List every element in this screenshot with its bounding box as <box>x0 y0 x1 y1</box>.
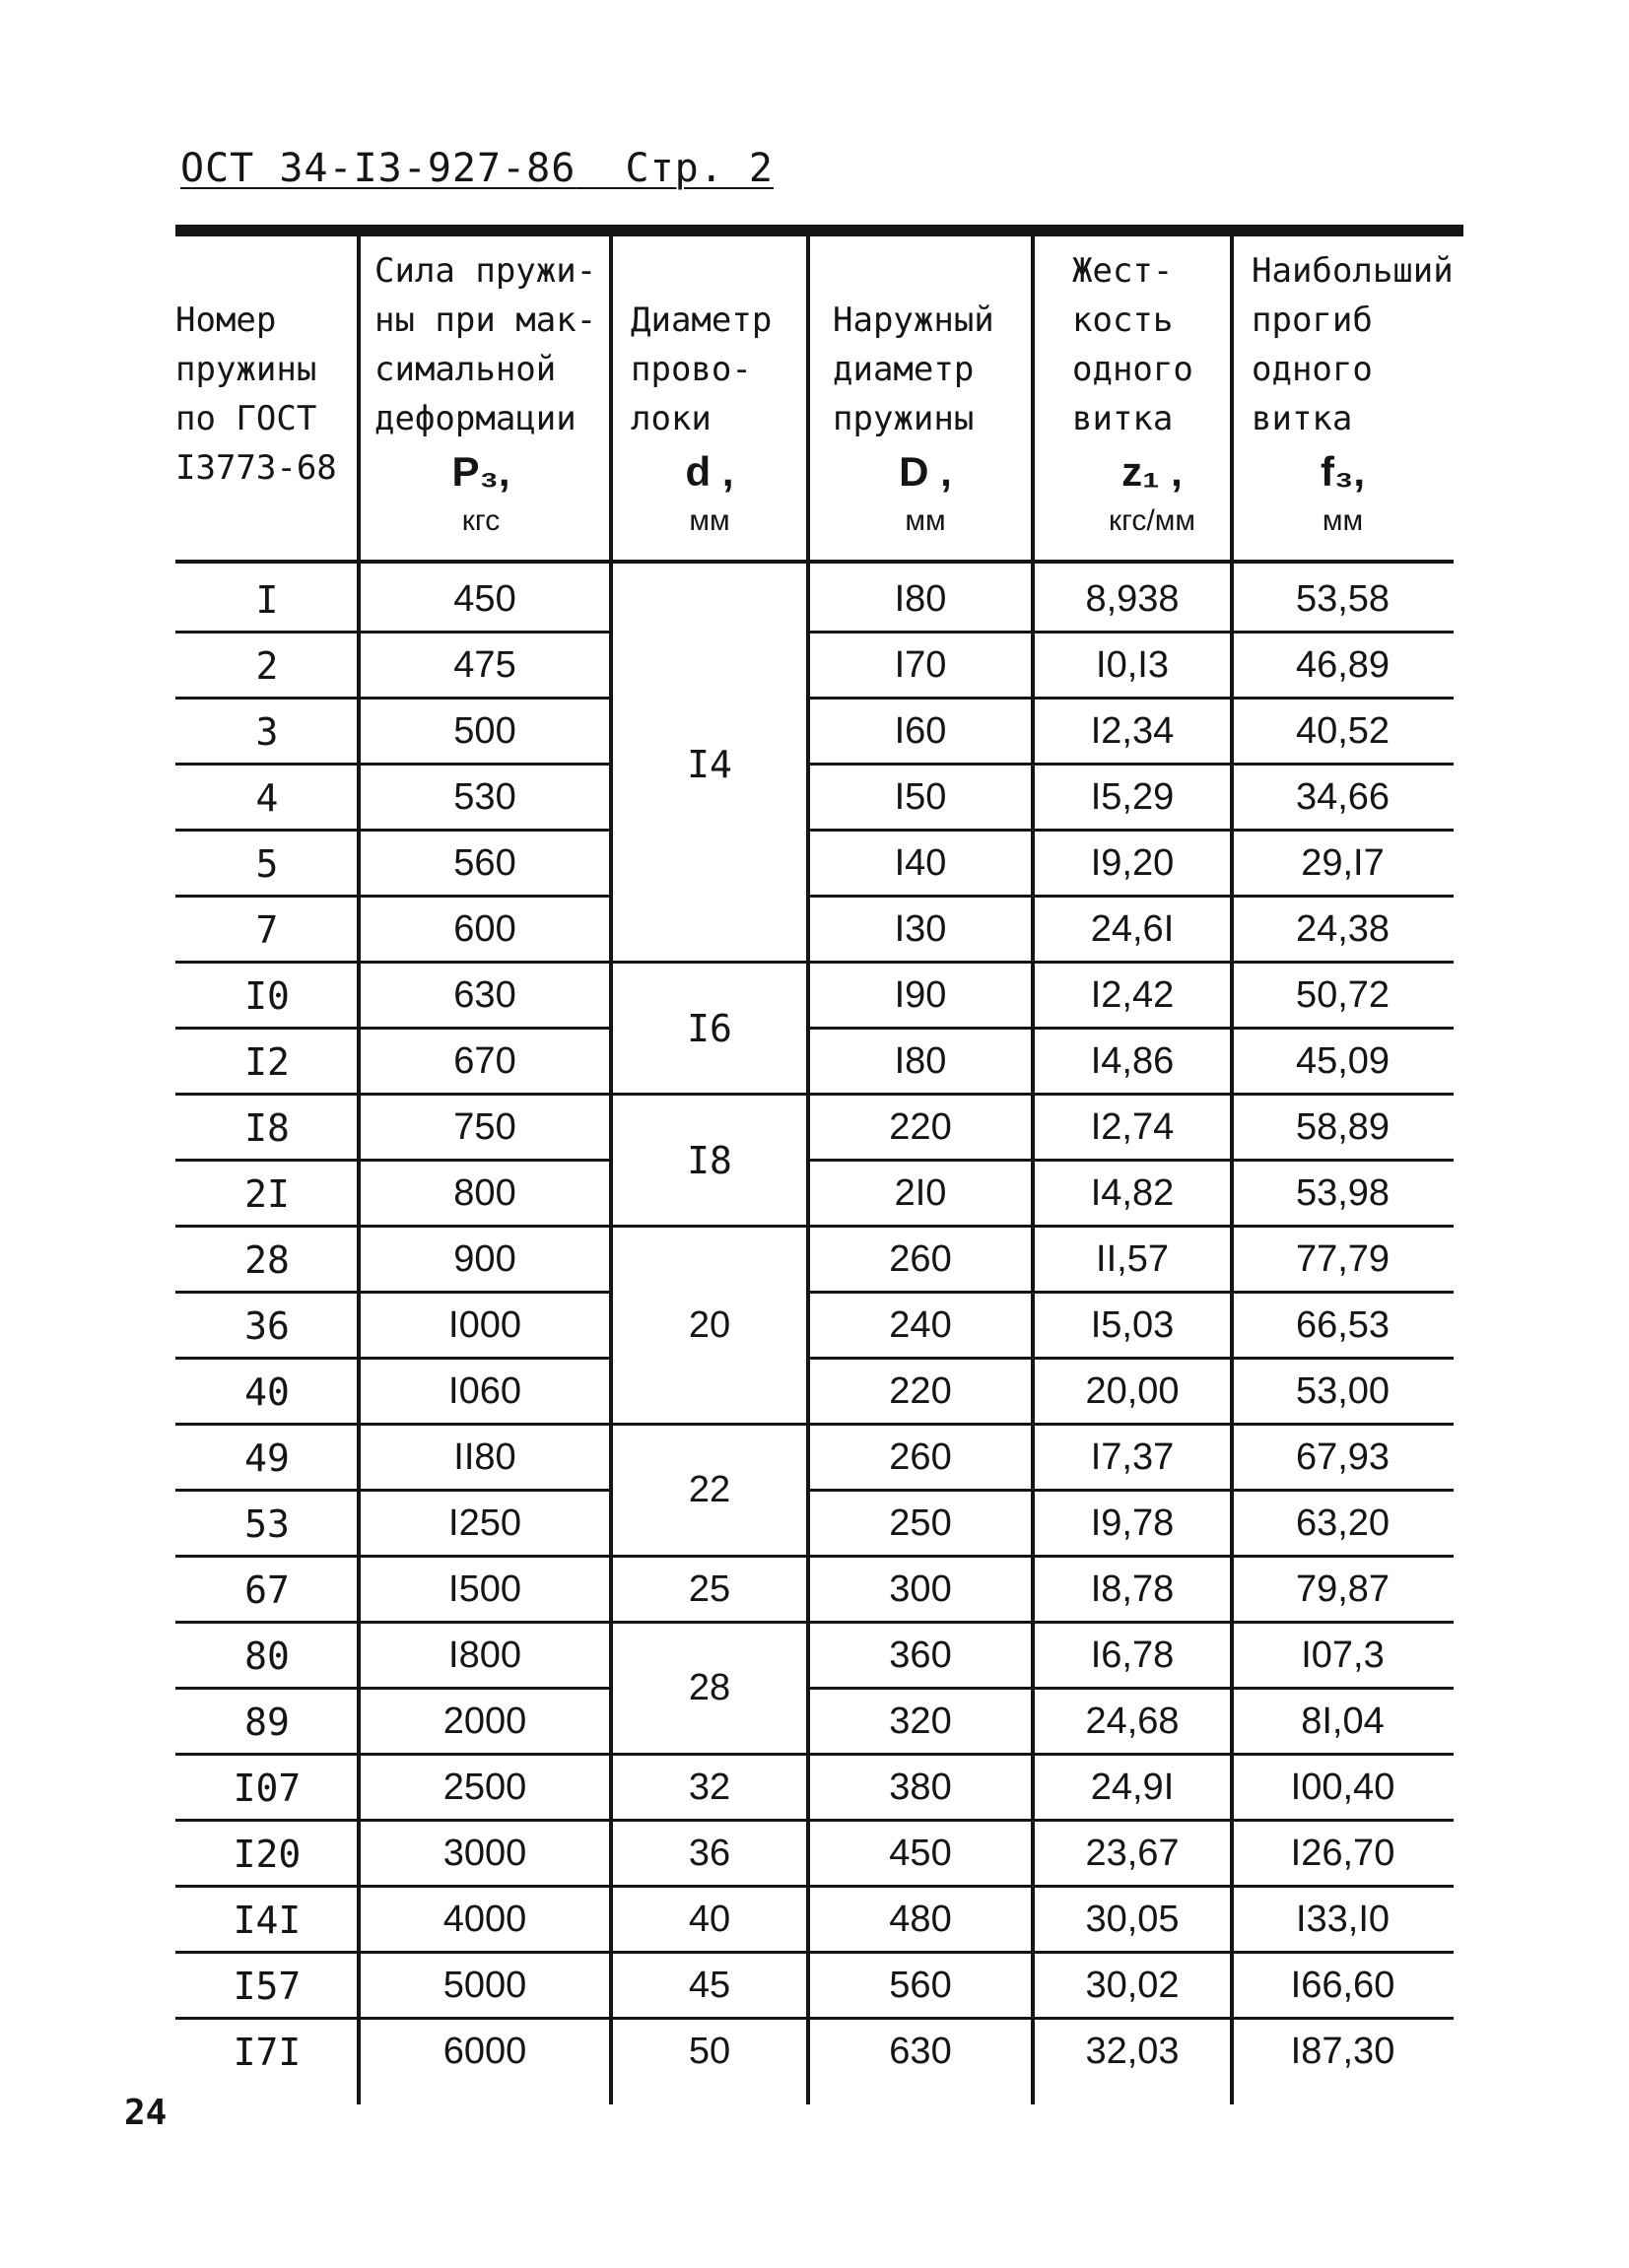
row-rule <box>1033 1423 1232 1426</box>
row-rule <box>808 895 1033 898</box>
table-cell: 53,98 <box>1295 1172 1391 1214</box>
table-cell: 34,66 <box>1295 776 1391 818</box>
table-cell: I66,60 <box>1290 1965 1395 2006</box>
wire-diameter-cell: 50 <box>688 2030 731 2072</box>
table-cell: I2,42 <box>1090 974 1175 1016</box>
column-header-line: деформации <box>374 399 577 438</box>
table-cell: I4I <box>233 1899 302 1942</box>
table-cell: 4000 <box>442 1899 527 1940</box>
row-rule <box>359 1225 611 1228</box>
table-cell: 24,9I <box>1090 1767 1175 1808</box>
row-rule <box>1033 895 1232 898</box>
column-header-line: витка <box>1252 399 1353 438</box>
column-header-line: одного <box>1252 350 1373 389</box>
column-header-line: диаметр <box>833 350 975 389</box>
row-rule <box>359 697 611 700</box>
table-cell: 89 <box>244 1701 290 1744</box>
table-cell: 5000 <box>442 1965 527 2006</box>
table-cell: I07 <box>233 1767 302 1810</box>
table-cell: 450 <box>453 578 516 620</box>
row-rule <box>175 829 359 832</box>
row-rule <box>359 1621 611 1624</box>
table-cell: I9,78 <box>1090 1502 1175 1544</box>
table-cell: 79,87 <box>1295 1568 1391 1610</box>
column-header <box>833 296 1018 546</box>
row-rule <box>1033 1027 1232 1030</box>
table-cell: 260 <box>889 1436 952 1478</box>
table-cell: 220 <box>889 1370 952 1412</box>
table-cell: 67,93 <box>1295 1436 1391 1478</box>
page-reference: Стр. 2 <box>625 146 774 191</box>
row-rule <box>808 1819 1033 1822</box>
wire-diameter-cell: 22 <box>688 1469 731 1510</box>
document-header <box>180 146 774 191</box>
table-cell: 560 <box>453 842 516 884</box>
table-cell: 45,09 <box>1295 1040 1391 1082</box>
row-rule <box>1232 1621 1454 1624</box>
row-rule <box>808 1489 1033 1492</box>
table-cell: I0,I3 <box>1096 644 1169 686</box>
table-cell: 2 <box>255 644 279 688</box>
table-cell: I9,20 <box>1090 842 1175 884</box>
column-header-line: Жест- <box>1072 251 1174 291</box>
row-rule <box>611 1885 808 1888</box>
column-header-line: локи <box>631 399 712 438</box>
table-cell: 53,00 <box>1295 1370 1391 1412</box>
row-rule <box>1232 1291 1454 1294</box>
table-cell: 77,79 <box>1295 1238 1391 1280</box>
row-rule <box>175 1159 359 1162</box>
table-cell: I500 <box>448 1568 521 1610</box>
header-rule <box>175 560 1454 564</box>
row-rule <box>175 763 359 766</box>
table-cell: 250 <box>889 1502 952 1544</box>
column-header-line: прогиб <box>1252 300 1373 340</box>
column-header-line: Сила пружи- <box>374 251 597 291</box>
row-rule <box>808 1093 1033 1096</box>
table-cell: I2 <box>244 1040 290 1084</box>
table-cell: 2500 <box>442 1767 527 1808</box>
row-rule <box>808 697 1033 700</box>
row-rule <box>175 1819 359 1822</box>
column-unit: кгс <box>461 504 501 537</box>
table-cell: 29,I7 <box>1301 842 1385 884</box>
row-rule <box>1232 1027 1454 1030</box>
table-cell: 3 <box>255 710 279 754</box>
row-rule <box>611 1225 808 1228</box>
row-rule <box>1033 2017 1232 2020</box>
row-rule <box>1033 1159 1232 1162</box>
table-cell: 4 <box>255 776 279 820</box>
row-rule <box>1232 961 1454 964</box>
table-cell: II80 <box>453 1436 516 1478</box>
row-rule <box>808 763 1033 766</box>
table-cell: 300 <box>889 1568 952 1610</box>
table-cell: 67 <box>244 1568 290 1612</box>
table-cell: 6000 <box>442 2031 527 2072</box>
row-rule <box>611 2017 808 2020</box>
row-rule <box>808 1357 1033 1360</box>
column-header-line: Номер <box>175 300 277 340</box>
table-cell: 63,20 <box>1295 1502 1391 1544</box>
row-rule <box>359 1753 611 1756</box>
table-cell: I40 <box>894 842 947 884</box>
row-rule <box>1232 1159 1454 1162</box>
row-rule <box>175 1621 359 1624</box>
row-rule <box>808 1027 1033 1030</box>
table-cell: 2000 <box>442 1701 527 1742</box>
column-header <box>1252 246 1454 546</box>
row-rule <box>359 1357 611 1360</box>
column-header <box>374 246 596 546</box>
row-rule <box>1232 1489 1454 1492</box>
table-cell: 560 <box>889 1965 952 2006</box>
wire-diameter-cell: 36 <box>688 1832 731 1874</box>
row-rule <box>175 1093 359 1096</box>
table-cell: 360 <box>889 1634 952 1676</box>
table-cell: 8I,04 <box>1301 1701 1385 1742</box>
table-cell: 46,89 <box>1295 644 1391 686</box>
row-rule <box>359 2017 611 2020</box>
table-cell: I5,29 <box>1090 776 1175 818</box>
column-header-line: Наружный <box>833 300 994 340</box>
table-cell: 260 <box>889 1238 952 1280</box>
table-cell: 80 <box>244 1634 290 1678</box>
table-cell: 220 <box>889 1106 952 1148</box>
table-cell: I80 <box>894 578 947 620</box>
row-rule <box>1033 697 1232 700</box>
row-rule <box>1232 1093 1454 1096</box>
row-rule <box>359 1819 611 1822</box>
row-rule <box>808 2017 1033 2020</box>
table-cell: 320 <box>889 1701 952 1742</box>
table-cell: I <box>255 578 279 622</box>
table-cell: 5 <box>255 842 279 886</box>
row-rule <box>1033 961 1232 964</box>
column-unit: мм <box>689 504 730 537</box>
row-rule <box>175 1951 359 1954</box>
row-rule <box>1232 1555 1454 1558</box>
column-symbol: f₃, <box>1320 448 1366 495</box>
table-cell: 20,00 <box>1085 1370 1180 1412</box>
table-cell: I000 <box>448 1304 521 1346</box>
row-rule <box>808 1291 1033 1294</box>
row-rule <box>611 1819 808 1822</box>
table-cell: 530 <box>453 776 516 818</box>
row-rule <box>1232 1819 1454 1822</box>
table-cell: 32,03 <box>1085 2031 1180 2072</box>
page-number: 24 <box>124 2093 168 2133</box>
row-rule <box>1232 1357 1454 1360</box>
row-rule <box>1232 2017 1454 2020</box>
row-rule <box>359 1489 611 1492</box>
row-rule <box>611 1951 808 1954</box>
table-cell: I2,74 <box>1090 1106 1175 1148</box>
table-cell: 800 <box>453 1172 516 1214</box>
wire-diameter-cell: 32 <box>688 1766 731 1808</box>
table-cell: I7I <box>233 2031 302 2074</box>
row-rule <box>175 1753 359 1756</box>
row-rule <box>808 1225 1033 1228</box>
table-cell: 24,68 <box>1085 1701 1180 1742</box>
column-header-line: прово- <box>631 350 752 389</box>
column-symbol: D , <box>899 448 952 495</box>
column-unit: мм <box>1322 504 1364 537</box>
row-rule <box>359 1951 611 1954</box>
row-rule <box>359 1093 611 1096</box>
column-header-line: по ГОСТ <box>175 399 317 438</box>
row-rule <box>808 1687 1033 1690</box>
table-cell: I90 <box>894 974 947 1016</box>
row-rule <box>611 961 808 964</box>
table-cell: I8,78 <box>1090 1568 1175 1610</box>
column-unit: мм <box>905 504 946 537</box>
row-rule <box>808 1423 1033 1426</box>
table-cell: I8 <box>244 1106 290 1150</box>
row-rule <box>1232 697 1454 700</box>
table-cell: 49 <box>244 1436 290 1480</box>
table-cell: 7 <box>255 908 279 952</box>
column-header-line: симальной <box>374 350 557 389</box>
row-rule <box>1033 1489 1232 1492</box>
table-cell: I4,86 <box>1090 1040 1175 1082</box>
column-divider <box>357 236 361 2104</box>
wire-diameter-cell: 45 <box>688 1964 731 2006</box>
table-cell: 480 <box>889 1899 952 1940</box>
table-cell: I2,34 <box>1090 710 1175 752</box>
table-cell: 66,53 <box>1295 1304 1391 1346</box>
row-rule <box>1033 1951 1232 1954</box>
table-cell: I00,40 <box>1290 1767 1395 1808</box>
column-header <box>1072 246 1232 546</box>
table-cell: 24,6I <box>1090 908 1175 950</box>
table-cell: 630 <box>889 2031 952 2072</box>
row-rule <box>359 1423 611 1426</box>
column-header <box>631 296 788 546</box>
row-rule <box>1232 1423 1454 1426</box>
table-cell: 53 <box>244 1502 290 1546</box>
row-rule <box>808 1753 1033 1756</box>
row-rule <box>1033 1885 1232 1888</box>
row-rule <box>359 1027 611 1030</box>
table-cell: 50,72 <box>1295 974 1391 1016</box>
table-cell: 28 <box>244 1238 290 1282</box>
row-rule <box>808 1885 1033 1888</box>
table-cell: I26,70 <box>1290 1833 1395 1874</box>
table-cell: I30 <box>894 908 947 950</box>
column-divider <box>1031 236 1035 2104</box>
table-cell: 240 <box>889 1304 952 1346</box>
table-cell: I70 <box>894 644 947 686</box>
row-rule <box>1232 763 1454 766</box>
row-rule <box>808 829 1033 832</box>
wire-diameter-cell: 40 <box>688 1898 731 1940</box>
row-rule <box>1232 1687 1454 1690</box>
row-rule <box>359 895 611 898</box>
row-rule <box>611 1753 808 1756</box>
row-rule <box>359 763 611 766</box>
table-cell: 58,89 <box>1295 1106 1391 1148</box>
table-cell: I0 <box>244 974 290 1018</box>
table-cell: 30,05 <box>1085 1899 1180 1940</box>
column-header <box>175 296 337 493</box>
row-rule <box>1033 1357 1232 1360</box>
row-rule <box>175 1885 359 1888</box>
column-header-line: ны при мак- <box>374 300 597 340</box>
row-rule <box>611 1093 808 1096</box>
row-rule <box>359 1159 611 1162</box>
row-rule <box>1033 1555 1232 1558</box>
row-rule <box>611 1555 808 1558</box>
table-cell: 2I <box>244 1172 290 1216</box>
column-header-line: Наибольший <box>1252 251 1454 291</box>
table-cell: I7,37 <box>1090 1436 1175 1478</box>
row-rule <box>175 1225 359 1228</box>
row-rule <box>175 2017 359 2020</box>
table-cell: I6,78 <box>1090 1634 1175 1676</box>
row-rule <box>359 1291 611 1294</box>
row-rule <box>359 631 611 634</box>
row-rule <box>808 961 1033 964</box>
row-rule <box>1033 1225 1232 1228</box>
row-rule <box>1033 763 1232 766</box>
row-rule <box>1232 1753 1454 1756</box>
row-rule <box>1033 1621 1232 1624</box>
row-rule <box>1033 631 1232 634</box>
column-header-line: пружины <box>175 350 317 389</box>
table-cell: 900 <box>453 1238 516 1280</box>
column-symbol: z₁ , <box>1121 448 1183 495</box>
wire-diameter-cell: I4 <box>687 743 732 786</box>
row-rule <box>1033 1093 1232 1096</box>
row-rule <box>1033 1687 1232 1690</box>
row-rule <box>808 1555 1033 1558</box>
row-rule <box>175 697 359 700</box>
wire-diameter-cell: 28 <box>688 1667 731 1708</box>
column-unit: кгс/мм <box>1109 504 1195 537</box>
column-header-line: пружины <box>833 399 975 438</box>
row-rule <box>1033 1753 1232 1756</box>
table-cell: 3000 <box>442 1833 527 1874</box>
table-cell: I800 <box>448 1634 521 1676</box>
table-cell: I57 <box>233 1965 302 2008</box>
table-cell: 750 <box>453 1106 516 1148</box>
doc-reference: ОСТ 34-I3-927-86 <box>180 146 577 191</box>
column-header-line: кость <box>1072 300 1174 340</box>
row-rule <box>175 1357 359 1360</box>
table-cell: 500 <box>453 710 516 752</box>
row-rule <box>175 961 359 964</box>
row-rule <box>611 1423 808 1426</box>
row-rule <box>175 1027 359 1030</box>
row-rule <box>359 1555 611 1558</box>
row-rule <box>1232 895 1454 898</box>
row-rule <box>1232 829 1454 832</box>
table-cell: I87,30 <box>1290 2031 1395 2072</box>
row-rule <box>359 829 611 832</box>
row-rule <box>175 1687 359 1690</box>
wire-diameter-cell: 25 <box>688 1568 731 1610</box>
row-rule <box>359 1687 611 1690</box>
table-cell: I33,I0 <box>1295 1899 1391 1940</box>
row-rule <box>359 961 611 964</box>
column-symbol: d , <box>685 448 734 495</box>
table-cell: 8,938 <box>1085 578 1180 620</box>
row-rule <box>1232 631 1454 634</box>
table-cell: I07,3 <box>1301 1634 1385 1676</box>
column-symbol: P₃, <box>451 448 510 495</box>
row-rule <box>175 1489 359 1492</box>
column-header-line: I3773-68 <box>175 448 337 488</box>
column-header-line: одного <box>1072 350 1193 389</box>
row-rule <box>808 631 1033 634</box>
wire-diameter-cell: 20 <box>688 1303 731 1346</box>
table-cell: 450 <box>889 1833 952 1874</box>
table-cell: 53,58 <box>1295 578 1391 620</box>
table-cell: 23,67 <box>1085 1833 1180 1874</box>
row-rule <box>1232 1951 1454 1954</box>
table-cell: I5,03 <box>1090 1304 1175 1346</box>
table-cell: 30,02 <box>1085 1965 1180 2006</box>
table-cell: 24,38 <box>1295 908 1391 950</box>
row-rule <box>175 631 359 634</box>
row-rule <box>1232 1885 1454 1888</box>
table-cell: 36 <box>244 1304 290 1348</box>
table-cell: 630 <box>453 974 516 1016</box>
table-cell: 40,52 <box>1295 710 1391 752</box>
row-rule <box>175 1423 359 1426</box>
row-rule <box>175 895 359 898</box>
table-cell: 600 <box>453 908 516 950</box>
row-rule <box>1033 829 1232 832</box>
row-rule <box>611 1621 808 1624</box>
table-cell: 2I0 <box>894 1172 947 1214</box>
row-rule <box>359 1885 611 1888</box>
table-cell: I20 <box>233 1833 302 1876</box>
column-header-line: Диаметр <box>631 300 773 340</box>
column-header-line: витка <box>1072 399 1174 438</box>
row-rule <box>808 1951 1033 1954</box>
table-cell: I50 <box>894 776 947 818</box>
table-cell: 670 <box>453 1040 516 1082</box>
table-cell: I250 <box>448 1502 521 1544</box>
wire-diameter-cell: I8 <box>687 1139 732 1182</box>
table-cell: 475 <box>453 644 516 686</box>
table-cell: 40 <box>244 1370 290 1414</box>
wire-diameter-cell: I6 <box>687 1007 732 1050</box>
table-cell: 380 <box>889 1767 952 1808</box>
table-top-rule <box>175 225 1463 236</box>
row-rule <box>175 1555 359 1558</box>
table-cell: I60 <box>894 710 947 752</box>
row-rule <box>808 1159 1033 1162</box>
row-rule <box>1232 1225 1454 1228</box>
table-cell: II,57 <box>1096 1238 1169 1280</box>
row-rule <box>1033 1291 1232 1294</box>
table-cell: I060 <box>448 1370 521 1412</box>
table-cell: I80 <box>894 1040 947 1082</box>
table-cell: I4,82 <box>1090 1172 1175 1214</box>
row-rule <box>1033 1819 1232 1822</box>
row-rule <box>808 1621 1033 1624</box>
row-rule <box>175 1291 359 1294</box>
